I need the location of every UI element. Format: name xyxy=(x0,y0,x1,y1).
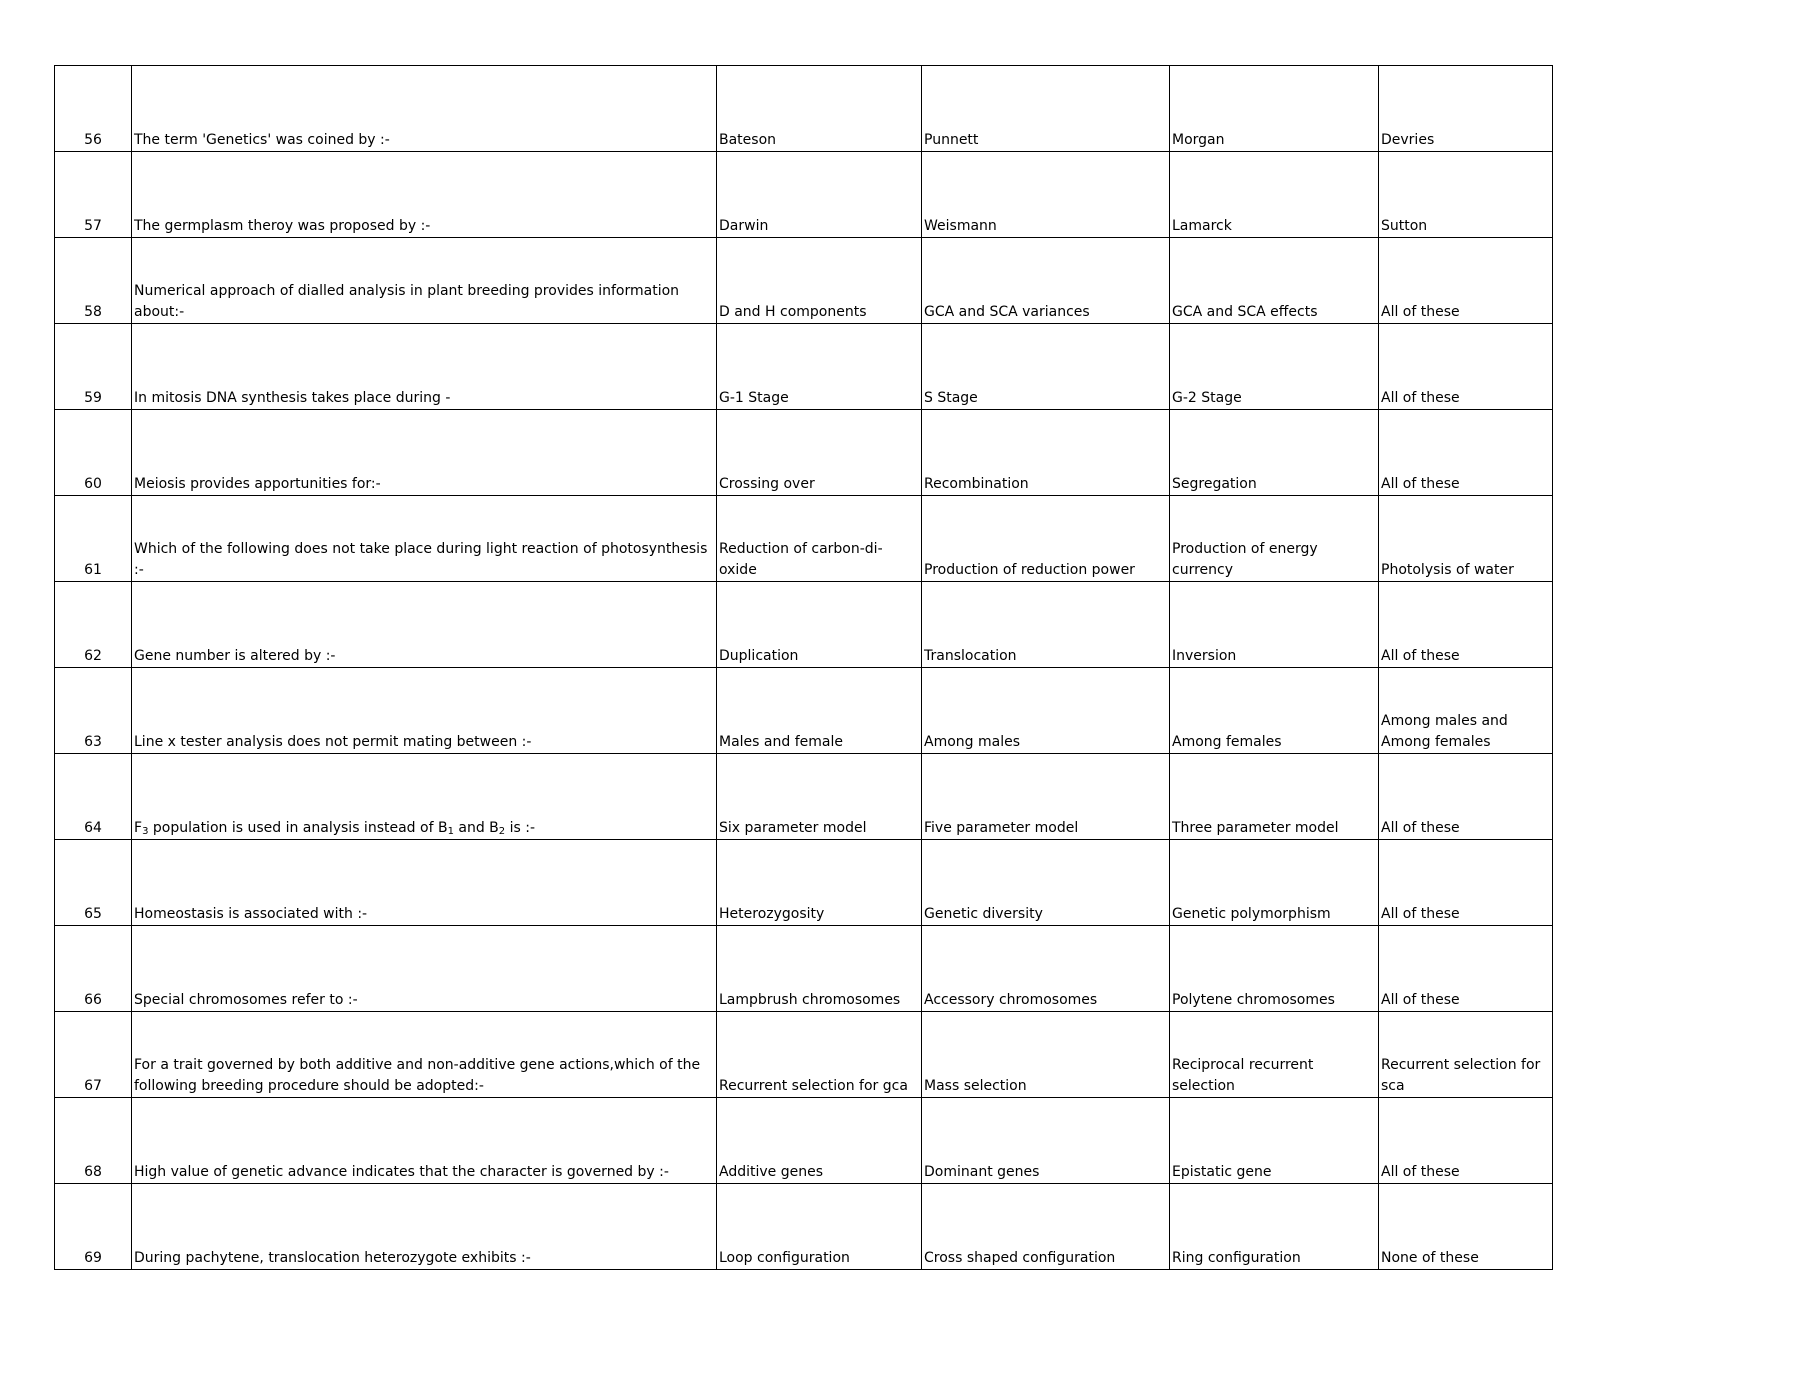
question-number: 57 xyxy=(55,152,132,238)
table-row xyxy=(55,1012,1553,1098)
option-a: G-1 Stage xyxy=(717,324,922,410)
option-d: Sutton xyxy=(1379,152,1553,238)
option-c: Reciprocal recurrent selection xyxy=(1170,1012,1379,1098)
question-number: 56 xyxy=(55,66,132,152)
option-b: Production of reduction power xyxy=(922,496,1170,582)
question-number: 64 xyxy=(55,754,132,840)
option-c: G-2 Stage xyxy=(1170,324,1379,410)
option-a: Recurrent selection for gca xyxy=(717,1012,922,1098)
question-text: High value of genetic advance indicates that the character is governed by :- xyxy=(132,1098,717,1184)
question-number: 60 xyxy=(55,410,132,496)
question-text: During pachytene, translocation heterozygote exhibits :- xyxy=(132,1184,717,1270)
option-d: Among males and Among females xyxy=(1379,668,1553,754)
question-text-part: is :- xyxy=(505,820,536,836)
option-c: Lamarck xyxy=(1170,152,1379,238)
option-c: Among females xyxy=(1170,668,1379,754)
option-a: Six parameter model xyxy=(717,754,922,840)
option-c: Morgan xyxy=(1170,66,1379,152)
question-number: 66 xyxy=(55,926,132,1012)
subscript: 2 xyxy=(498,826,506,837)
table-row xyxy=(55,66,1553,152)
question-number: 58 xyxy=(55,238,132,324)
question-number: 69 xyxy=(55,1184,132,1270)
question-text: Meiosis provides apportunities for:- xyxy=(132,410,717,496)
option-b: Among males xyxy=(922,668,1170,754)
question-text-part: F xyxy=(134,820,143,836)
question-text: In mitosis DNA synthesis takes place during - xyxy=(132,324,717,410)
table-row xyxy=(55,668,1553,754)
question-text: Line x tester analysis does not permit mating between :- xyxy=(132,668,717,754)
option-b: S Stage xyxy=(922,324,1170,410)
table-row xyxy=(55,582,1553,668)
table-row xyxy=(55,238,1553,324)
option-c: Polytene chromosomes xyxy=(1170,926,1379,1012)
question-text: Gene number is altered by :- xyxy=(132,582,717,668)
option-d: Photolysis of water xyxy=(1379,496,1553,582)
option-b: GCA and SCA variances xyxy=(922,238,1170,324)
option-b: Recombination xyxy=(922,410,1170,496)
option-a: Darwin xyxy=(717,152,922,238)
option-c: Ring configuration xyxy=(1170,1184,1379,1270)
option-d: Devries xyxy=(1379,66,1553,152)
option-c: Segregation xyxy=(1170,410,1379,496)
question-table xyxy=(54,65,1553,1270)
table-row xyxy=(55,926,1553,1012)
option-a: Heterozygosity xyxy=(717,840,922,926)
question-number: 61 xyxy=(55,496,132,582)
option-a: Reduction of carbon-di-oxide xyxy=(717,496,922,582)
option-c: Production of energy currency xyxy=(1170,496,1379,582)
option-d: All of these xyxy=(1379,926,1553,1012)
option-c: Inversion xyxy=(1170,582,1379,668)
table-row xyxy=(55,754,1553,840)
table-row xyxy=(55,1098,1553,1184)
question-text: Numerical approach of dialled analysis in plant breeding provides information about:- xyxy=(132,238,717,324)
question-number: 67 xyxy=(55,1012,132,1098)
option-c: GCA and SCA effects xyxy=(1170,238,1379,324)
option-b: Mass selection xyxy=(922,1012,1170,1098)
option-b: Genetic diversity xyxy=(922,840,1170,926)
option-d: All of these xyxy=(1379,582,1553,668)
question-text xyxy=(132,754,717,840)
table-row xyxy=(55,1184,1553,1270)
question-text: Homeostasis is associated with :- xyxy=(132,840,717,926)
option-d: All of these xyxy=(1379,1098,1553,1184)
option-d: None of these xyxy=(1379,1184,1553,1270)
option-a: Additive genes xyxy=(717,1098,922,1184)
question-text: For a trait governed by both additive and non-additive gene actions,which of the following breeding procedure should be adopted:- xyxy=(132,1012,717,1098)
option-c: Genetic polymorphism xyxy=(1170,840,1379,926)
option-a: Duplication xyxy=(717,582,922,668)
table-row xyxy=(55,840,1553,926)
option-c: Epistatic gene xyxy=(1170,1098,1379,1184)
table-row xyxy=(55,496,1553,582)
option-b: Five parameter model xyxy=(922,754,1170,840)
question-text: Which of the following does not take place during light reaction of photosynthesis :- xyxy=(132,496,717,582)
option-a: Bateson xyxy=(717,66,922,152)
option-b: Accessory chromosomes xyxy=(922,926,1170,1012)
question-text-part: population is used in analysis instead of B xyxy=(148,820,448,836)
option-b: Cross shaped configuration xyxy=(922,1184,1170,1270)
question-number: 63 xyxy=(55,668,132,754)
subscript: 1 xyxy=(447,826,454,837)
option-a: Lampbrush chromosomes xyxy=(717,926,922,1012)
option-d: All of these xyxy=(1379,754,1553,840)
question-number: 62 xyxy=(55,582,132,668)
option-c: Three parameter model xyxy=(1170,754,1379,840)
option-a: Crossing over xyxy=(717,410,922,496)
table-row xyxy=(55,410,1553,496)
option-a: Loop configuration xyxy=(717,1184,922,1270)
question-text: The term 'Genetics' was coined by :- xyxy=(132,66,717,152)
question-number: 65 xyxy=(55,840,132,926)
option-b: Translocation xyxy=(922,582,1170,668)
table-row xyxy=(55,324,1553,410)
question-number: 59 xyxy=(55,324,132,410)
option-a: D and H components xyxy=(717,238,922,324)
table-row xyxy=(55,152,1553,238)
option-b: Weismann xyxy=(922,152,1170,238)
option-d: All of these xyxy=(1379,324,1553,410)
question-text-part: and B xyxy=(453,820,499,836)
question-text: The germplasm theroy was proposed by :- xyxy=(132,152,717,238)
option-b: Punnett xyxy=(922,66,1170,152)
option-d: All of these xyxy=(1379,840,1553,926)
option-d: Recurrent selection for sca xyxy=(1379,1012,1553,1098)
option-b: Dominant genes xyxy=(922,1098,1170,1184)
option-a: Males and female xyxy=(717,668,922,754)
question-number: 68 xyxy=(55,1098,132,1184)
subscript: 3 xyxy=(142,826,149,837)
option-d: All of these xyxy=(1379,410,1553,496)
question-text: Special chromosomes refer to :- xyxy=(132,926,717,1012)
option-d: All of these xyxy=(1379,238,1553,324)
